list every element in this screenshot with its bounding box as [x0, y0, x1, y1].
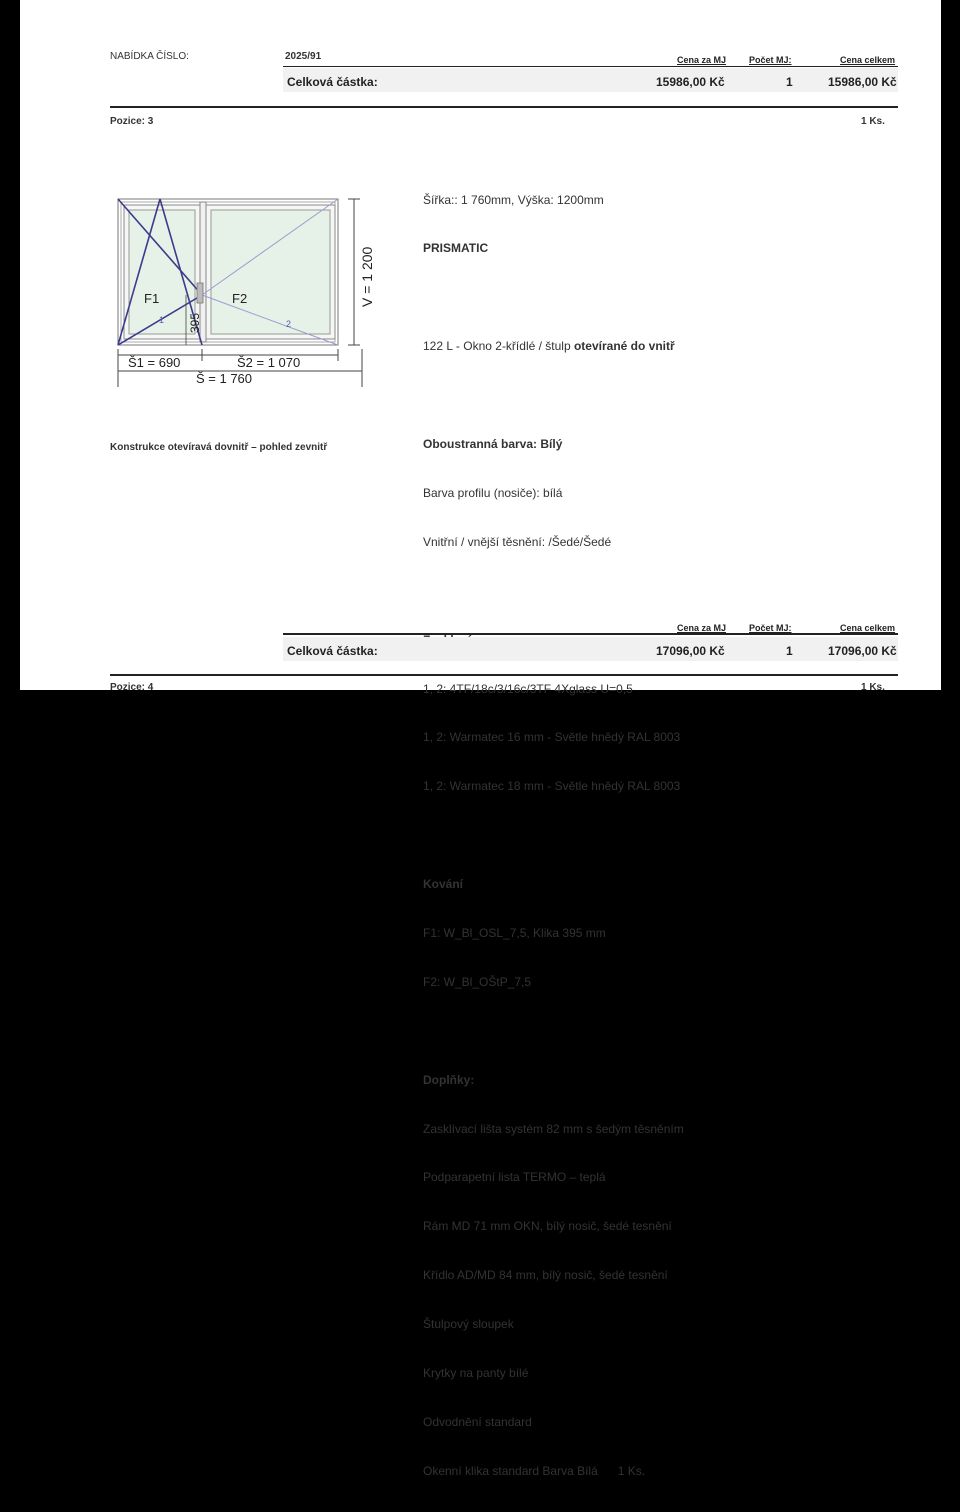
position-label: Pozice: 3: [110, 116, 154, 127]
offer-label: NABÍDKA ČÍSLO:: [110, 51, 189, 62]
spec-profile: PRISMATIC: [423, 241, 489, 256]
spec-glazing-line: 1, 2: Warmatec 16 mm - Světle hnědý RAL 8003: [423, 730, 681, 745]
width2-dim: Š2 = 1 070: [237, 355, 301, 370]
col-quantity-bottom: Počet MJ:: [749, 623, 792, 633]
spec-extras-line: Křídlo AD/MD 84 mm, bílý nosič, šedé tesnění: [423, 1268, 668, 1283]
spec-hardware-line: F2: W_Bl_OŠtP_7,5: [423, 974, 532, 989]
section-divider-bottom: [110, 674, 898, 676]
spec-extras-line: Okenní klika standard Barva Bílá 1 Ks.: [423, 1463, 646, 1478]
summary-bottom-unit-price: 17096,00 Kč: [656, 644, 725, 658]
window-drawing: [104, 185, 389, 395]
spec-type: [423, 338, 684, 354]
width1-dim: Š1 = 690: [128, 355, 181, 370]
spec-color-line: Barva profilu (nosiče): bílá: [423, 485, 563, 500]
spec-type-bold: otevírané do vnitř: [573, 339, 675, 354]
summary-bottom-quantity: 1: [786, 644, 793, 658]
spec-extras-line: Rám MD 71 mm OKN, bílý nosič, šedé tesnění: [423, 1219, 672, 1234]
spec-extras-title: Doplňky:: [423, 1072, 475, 1087]
drawing-caption: Konstrukce otevíravá dovnitř – pohled zevnitř: [110, 442, 328, 453]
spec-hardware-line: F1: W_Bl_OSL_7,5, Klika 395 mm: [423, 925, 606, 940]
total-width-dim: Š = 1 760: [196, 371, 253, 386]
col-unit-price: Cena za MJ: [677, 55, 727, 65]
spec-hardware-title: Kování: [423, 877, 464, 892]
summary-top-label: Celková částka:: [287, 75, 378, 89]
summary-bottom-total: 17096,00 Kč: [828, 644, 897, 658]
summary-rule-bottom: [283, 633, 898, 635]
next-position-count: 1 Ks.: [861, 682, 885, 693]
spec-color-title: Oboustranná barva: Bílý: [423, 437, 563, 452]
col-total-bottom: Cena celkem: [840, 623, 896, 633]
sash-f1-label: F1: [144, 291, 160, 306]
handle-height-dim: 395: [188, 312, 202, 333]
spec-extras-line: Odvodnění standard: [423, 1414, 532, 1429]
summary-top-unit-price: 15986,00 Kč: [656, 75, 725, 89]
col-unit-price-bottom: Cena za MJ: [677, 623, 727, 633]
spec-block: [423, 159, 684, 1512]
col-total: Cena celkem: [840, 55, 896, 65]
spec-glazing-line: 1, 2: Warmatec 18 mm - Světle hnědý RAL 8003: [423, 779, 681, 794]
glass-mark-1: 1: [159, 315, 165, 325]
spec-extras-line: Zasklívací lišta systém 82 mm s šedým těsněním: [423, 1121, 684, 1136]
spec-color-line: Vnitřní / vnější těsnění: /Šedé/Šedé: [423, 534, 612, 549]
summary-top-quantity: 1: [786, 75, 793, 89]
next-position-label: Pozice: 4: [110, 682, 154, 693]
position-count: 1 Ks.: [861, 116, 885, 127]
section-divider: [110, 106, 898, 108]
col-quantity: Počet MJ:: [749, 55, 792, 65]
summary-top-total: 15986,00 Kč: [828, 75, 897, 89]
spec-extras-line: Podparapetní lista TERMO – teplá: [423, 1170, 606, 1185]
spec-extras-line: Krytky na panty bílé: [423, 1365, 529, 1380]
document-page: [20, 0, 941, 1478]
height-dim: V = 1 200: [359, 246, 375, 307]
spec-dimensions: Šířka:: 1 760mm, Výška: 1200mm: [423, 192, 604, 207]
spec-extras-line: Štulpový sloupek: [423, 1317, 514, 1332]
offer-number: 2025/91: [285, 51, 322, 62]
glass-mark-2: 2: [286, 319, 292, 329]
sash-f2-label: F2: [232, 291, 248, 306]
spec-type-prefix: 122 L - Okno 2-křídlé / štulp: [423, 339, 574, 354]
spec-glazing-line: 1, 2: 4TF/18c/3/16c/3TF 4Xglass U=0,5: [423, 681, 633, 696]
summary-bottom-label: Celková částka:: [287, 644, 378, 658]
header-rule: [283, 66, 898, 67]
